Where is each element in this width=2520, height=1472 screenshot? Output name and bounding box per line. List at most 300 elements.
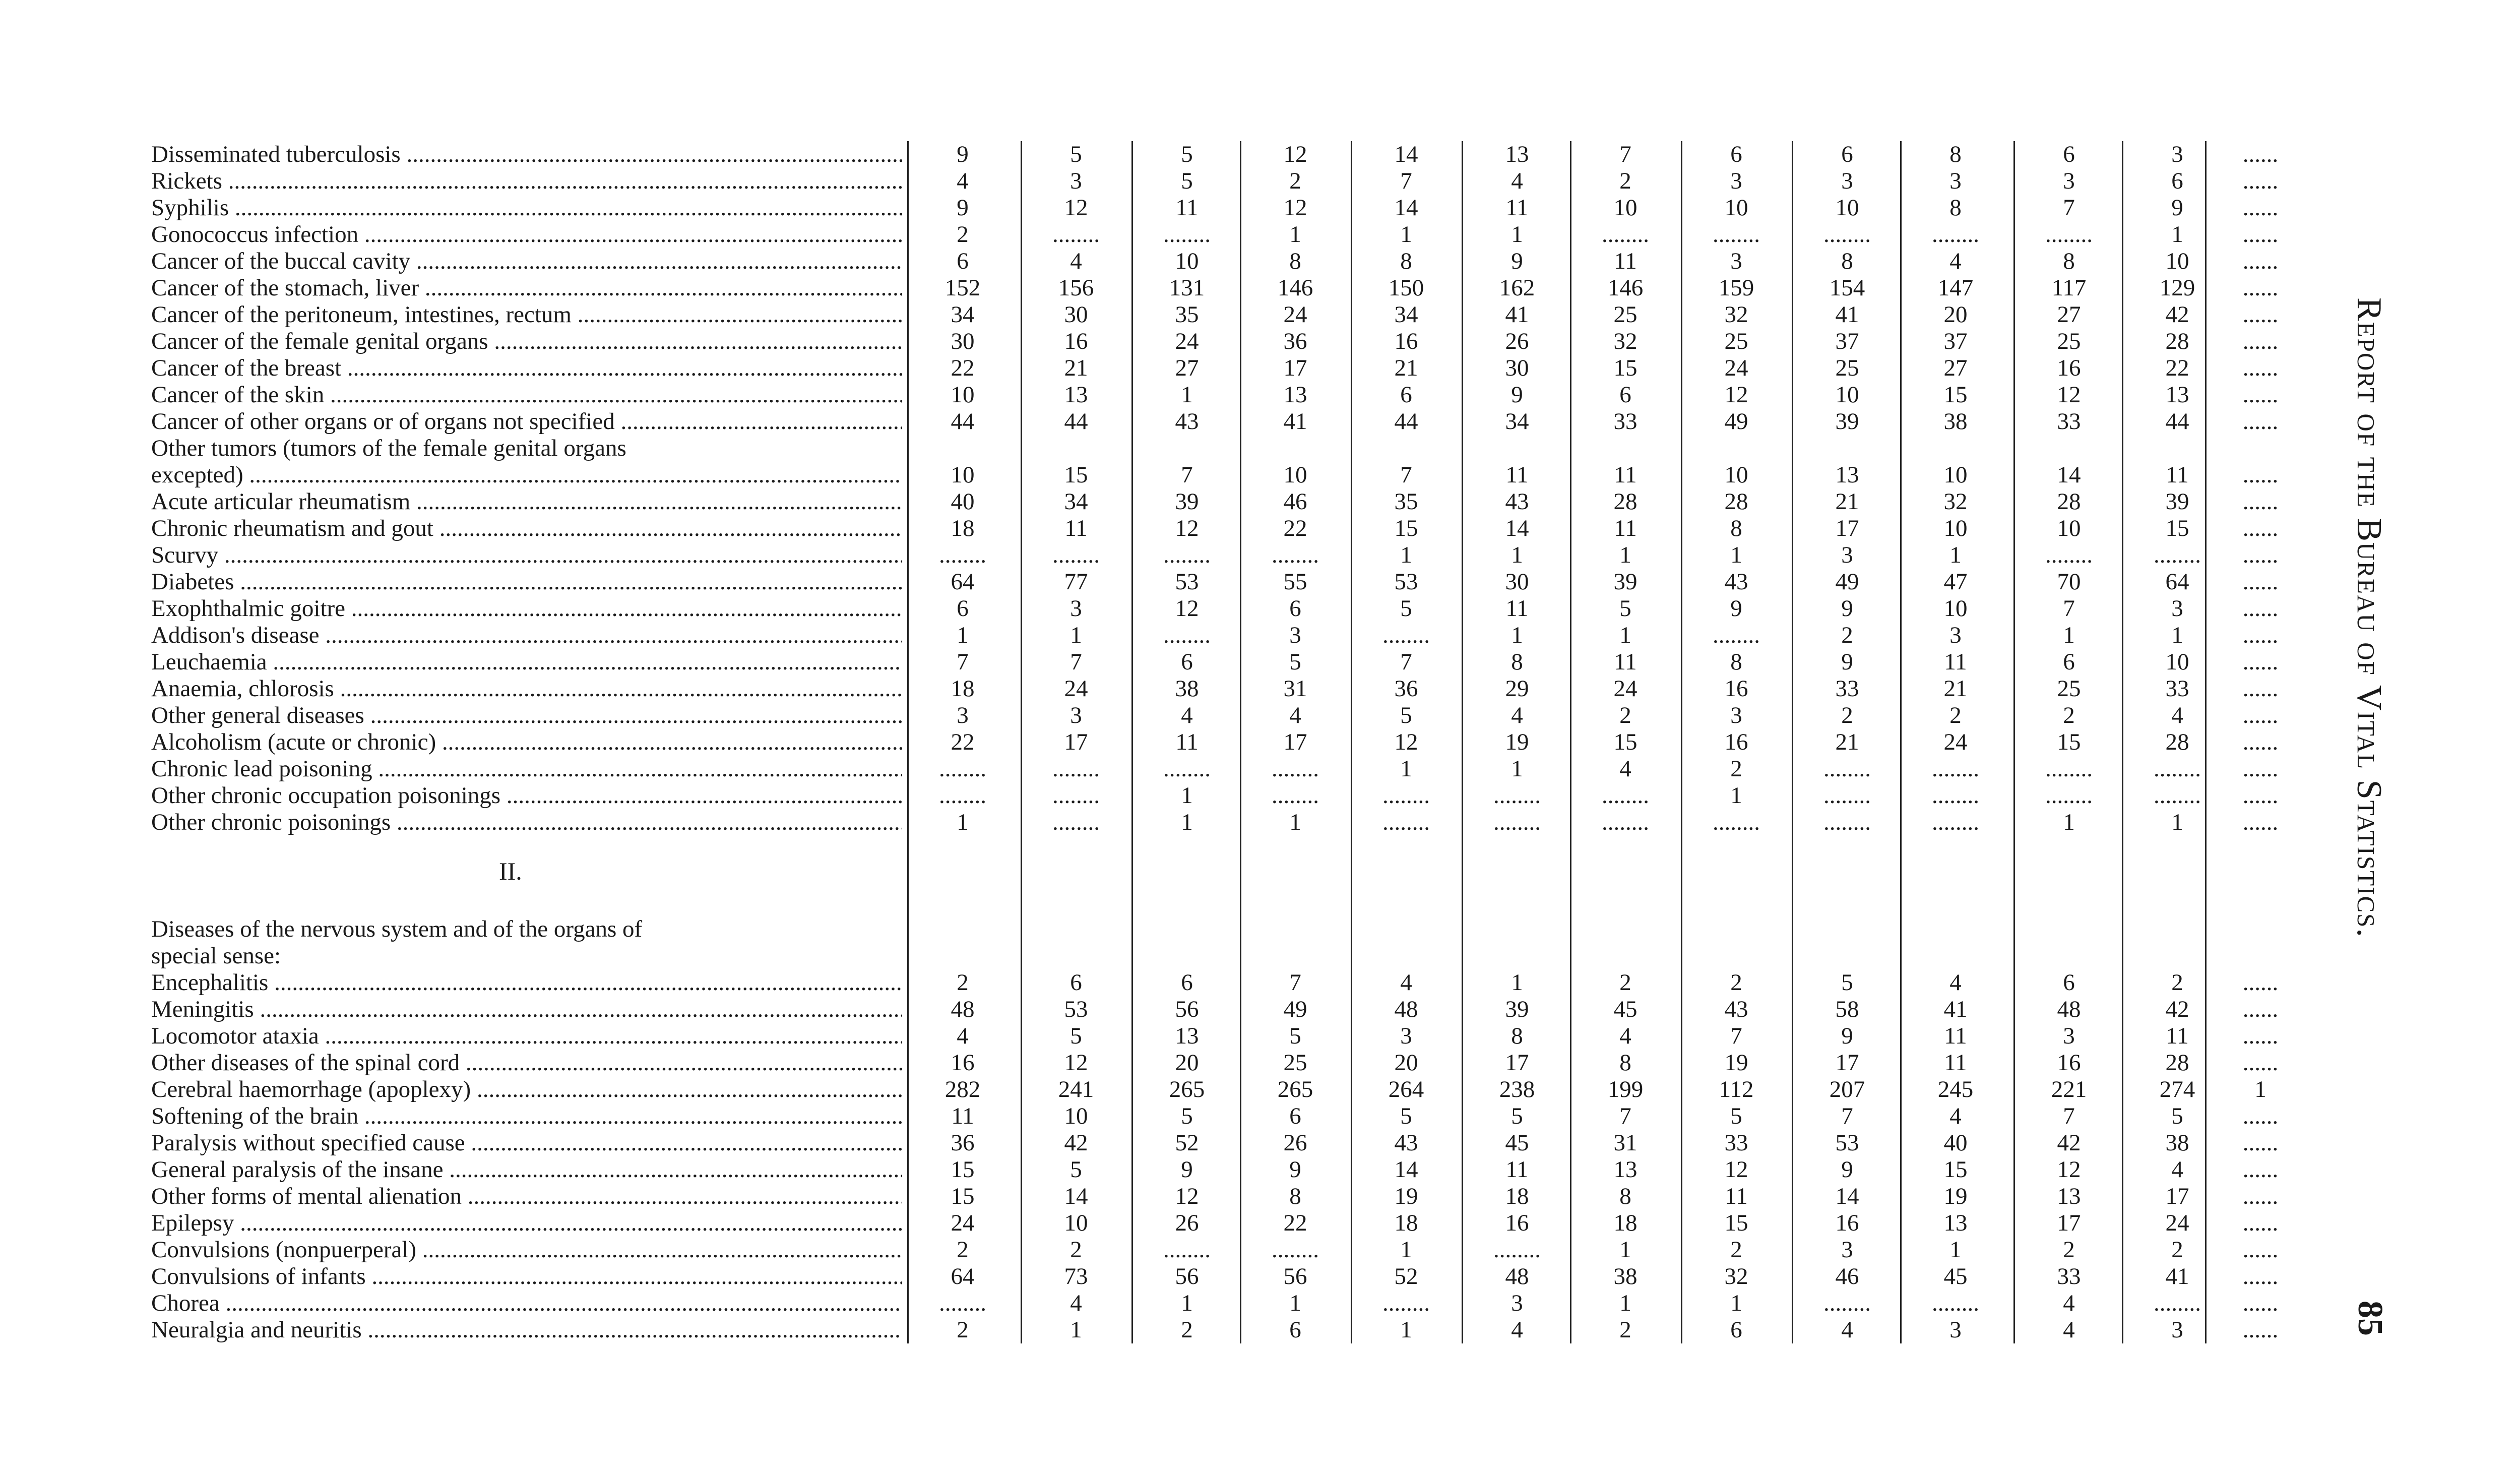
table-cell: ...... <box>2242 622 2279 648</box>
table-cell: 9 <box>1289 1156 1301 1183</box>
table-cell: 15 <box>2057 729 2081 755</box>
table-cell: ........ <box>1382 782 1430 809</box>
table-cell: 2 <box>1730 1237 1742 1263</box>
table-cell: 6 <box>2063 141 2075 167</box>
table-cell: 32 <box>1724 301 1748 328</box>
table-cell: 154 <box>1829 275 1865 301</box>
table-cell: 7 <box>2063 1103 2075 1129</box>
table-cell: 1 <box>1730 782 1742 809</box>
table-cell: 5 <box>1181 141 1193 167</box>
table-cell: 13 <box>1283 382 1307 408</box>
table-cell: ........ <box>1932 221 1979 248</box>
table-cell: ........ <box>1602 221 1649 248</box>
table-cell: 7 <box>1730 1023 1742 1049</box>
table-cell: 5 <box>1730 1103 1742 1129</box>
table-cell: 5 <box>1400 702 1412 728</box>
table-cell: ........ <box>1163 622 1211 648</box>
table-cell: ........ <box>1163 542 1211 568</box>
table-cell: ........ <box>1052 756 1100 782</box>
table-cell: 35 <box>1394 488 1418 515</box>
row-label: Cancer of the stomach, liver ..... <box>151 275 902 301</box>
table-cell: ...... <box>2242 595 2279 622</box>
table-cell: 33 <box>1613 408 1637 435</box>
table-cell: 10 <box>1064 1210 1088 1236</box>
table-cell: 13 <box>1943 1210 1968 1236</box>
table-cell: 2 <box>1619 969 1631 996</box>
table-cell: 22 <box>951 729 975 755</box>
row-label: Convulsions (nonpuerperal) ..... <box>151 1237 902 1263</box>
table-cell: 39 <box>1613 569 1637 595</box>
table-cell: 1 <box>1949 1237 1962 1263</box>
table-cell: ........ <box>2045 782 2093 809</box>
table-cell: 48 <box>2057 996 2081 1022</box>
table-cell: 12 <box>2057 382 2081 408</box>
table-cell: 47 <box>1943 569 1968 595</box>
table-cell: 11 <box>1175 729 1199 755</box>
table-cell: 1 <box>2063 622 2075 648</box>
table-cell: 33 <box>2165 676 2189 702</box>
table-cell: 2 <box>1730 756 1742 782</box>
table-cell: 28 <box>1724 488 1748 515</box>
table-cell: 6 <box>2063 969 2075 996</box>
table-cell: ........ <box>939 782 986 809</box>
table-cell: 16 <box>951 1050 975 1076</box>
table-cell: 13 <box>1613 1156 1637 1183</box>
table-cell: ........ <box>1713 809 1760 835</box>
table-cell: 6 <box>1070 969 1082 996</box>
table-cell: ...... <box>2242 141 2279 167</box>
table-cell: ........ <box>1272 542 1319 568</box>
table-cell: 5 <box>1400 595 1412 622</box>
table-cell: ...... <box>2242 1263 2279 1290</box>
table-cell: 55 <box>1283 569 1307 595</box>
table-cell: 12 <box>1175 1183 1199 1209</box>
table-cell: ........ <box>1493 782 1541 809</box>
row-label: Convulsions of infants ..... <box>151 1263 902 1290</box>
table-cell: ........ <box>1713 221 1760 248</box>
row-label: General paralysis of the insane ..... <box>151 1156 902 1183</box>
table-cell: 12 <box>1724 1156 1748 1183</box>
table-cell: 10 <box>1613 195 1637 221</box>
table-cell: 13 <box>1175 1023 1199 1049</box>
table-cell: 17 <box>1835 515 1859 541</box>
table-cell: 25 <box>1724 328 1748 354</box>
table-cell: 40 <box>1943 1130 1968 1156</box>
table-cell: 15 <box>1613 355 1637 381</box>
table-cell: 15 <box>2165 515 2189 541</box>
table-cell: 20 <box>1175 1050 1199 1076</box>
table-cell: ...... <box>2242 1317 2279 1343</box>
table-cell: 27 <box>2057 301 2081 328</box>
table-cell: 1 <box>1400 542 1412 568</box>
table-cell: 11 <box>1944 1023 1967 1049</box>
table-cell: 43 <box>1724 569 1748 595</box>
row-label: Chronic lead poisoning ..... <box>151 756 902 782</box>
table-cell: 19 <box>1394 1183 1418 1209</box>
table-cell: 8 <box>1511 1023 1523 1049</box>
table-cell: 24 <box>2165 1210 2189 1236</box>
row-label: Locomotor ataxia ..... <box>151 1023 902 1050</box>
table-cell: 10 <box>2057 515 2081 541</box>
table-cell: 117 <box>2051 275 2087 301</box>
table-cell: 5 <box>1400 1103 1412 1129</box>
row-label: Cancer of the buccal cavity ..... <box>151 248 902 275</box>
table-cell: 1 <box>1289 809 1301 835</box>
table-cell: 2 <box>957 221 969 248</box>
table-cell: 41 <box>1835 301 1859 328</box>
table-cell: 24 <box>1724 355 1748 381</box>
table-cell: 43 <box>1175 408 1199 435</box>
table-cell: 46 <box>1283 488 1307 515</box>
table-cell: 1 <box>957 809 969 835</box>
table-cell: 1 <box>1181 1290 1193 1316</box>
table-cell: 24 <box>1175 328 1199 354</box>
table-cell: 18 <box>1505 1183 1529 1209</box>
table-cell: 22 <box>1283 1210 1307 1236</box>
table-cell: ........ <box>939 756 986 782</box>
table-cell: ........ <box>1602 809 1649 835</box>
table-cell: 207 <box>1829 1076 1865 1102</box>
table-cell: 4 <box>957 1023 969 1049</box>
table-cell: 1 <box>1400 1237 1412 1263</box>
table-cell: ........ <box>1382 622 1430 648</box>
table-cell: 3 <box>1070 702 1082 728</box>
table-cell: 48 <box>1394 996 1418 1022</box>
table-cell: 30 <box>951 328 975 354</box>
table-cell: 4 <box>1619 1023 1631 1049</box>
table-cell: 1 <box>1619 542 1631 568</box>
table-cell: 7 <box>1619 1103 1631 1129</box>
row-label: Other forms of mental alienation ..... <box>151 1183 902 1210</box>
table-cell: 221 <box>2051 1076 2087 1102</box>
table-cell: 1 <box>1949 542 1962 568</box>
table-cell: 9 <box>1841 1023 1853 1049</box>
table-cell: 36 <box>951 1130 975 1156</box>
table-cell: 15 <box>1613 729 1637 755</box>
table-cell: 25 <box>2057 328 2081 354</box>
table-cell: 15 <box>1724 1210 1748 1236</box>
table-cell: 7 <box>1400 462 1412 488</box>
row-label: Gonococcus infection ..... <box>151 221 902 248</box>
table-cell: 6 <box>1730 141 1742 167</box>
table-cell: 2 <box>2063 1237 2075 1263</box>
table-cell: 41 <box>1283 408 1307 435</box>
table-cell: ...... <box>2242 676 2279 702</box>
table-cell: 27 <box>1175 355 1199 381</box>
column-rule <box>2013 141 2015 1343</box>
table-cell: 48 <box>951 996 975 1022</box>
table-cell: ........ <box>1163 1237 1211 1263</box>
row-label: Cancer of the peritoneum, intestines, rectum ..... <box>151 301 902 328</box>
table-cell: 32 <box>1724 1263 1748 1290</box>
table-cell: 10 <box>1724 462 1748 488</box>
table-cell: 3 <box>1949 1317 1962 1343</box>
table-cell: 2 <box>1181 1317 1193 1343</box>
table-cell: 1 <box>1181 382 1193 408</box>
table-cell: 4 <box>2171 702 2183 728</box>
table-cell: 1 <box>1400 756 1412 782</box>
column-rule <box>1681 141 1682 1343</box>
column-rule <box>2122 141 2123 1343</box>
table-cell: ........ <box>1602 782 1649 809</box>
table-cell: 12 <box>1283 195 1307 221</box>
table-cell: ........ <box>1932 809 1979 835</box>
table-cell: 1 <box>1730 542 1742 568</box>
table-cell: 2 <box>1841 702 1853 728</box>
table-cell: 5 <box>1619 595 1631 622</box>
table-cell: ........ <box>2154 1290 2201 1316</box>
table-cell: 17 <box>2057 1210 2081 1236</box>
table-cell: 11 <box>1614 462 1637 488</box>
table-cell: 1 <box>1511 622 1523 648</box>
table-cell: 1 <box>2171 809 2183 835</box>
table-cell: 8 <box>1511 649 1523 675</box>
table-cell: 1 <box>1181 809 1193 835</box>
table-cell: 1 <box>957 622 969 648</box>
table-cell: 11 <box>1505 195 1529 221</box>
table-cell: 4 <box>1070 1290 1082 1316</box>
table-cell: 31 <box>1283 676 1307 702</box>
row-label: Cancer of the skin ..... <box>151 382 902 408</box>
table-cell: ...... <box>2242 328 2279 354</box>
table-cell: 11 <box>1944 649 1967 675</box>
row-label: Cancer of the female genital organs ..... <box>151 328 902 355</box>
table-cell: 9 <box>2171 195 2183 221</box>
table-cell: 11 <box>2166 462 2189 488</box>
table-cell: 70 <box>2057 569 2081 595</box>
table-cell: ........ <box>2154 782 2201 809</box>
table-cell: 64 <box>2165 569 2189 595</box>
row-label: Cancer of other organs or of organs not specified ..... <box>151 408 902 435</box>
table-cell: 6 <box>1289 1317 1301 1343</box>
table-cell: 22 <box>2165 355 2189 381</box>
table-cell: 37 <box>1835 328 1859 354</box>
table-cell: ........ <box>1272 782 1319 809</box>
table-cell: 3 <box>1841 542 1853 568</box>
table-cell: 5 <box>1070 1156 1082 1183</box>
table-cell: 20 <box>1943 301 1968 328</box>
table-cell: 14 <box>1394 1156 1418 1183</box>
table-cell: 10 <box>1835 382 1859 408</box>
table-cell: 9 <box>1841 1156 1853 1183</box>
table-cell: 42 <box>2165 996 2189 1022</box>
table-cell: ........ <box>1052 542 1100 568</box>
table-cell: ...... <box>2242 355 2279 381</box>
table-cell: 17 <box>1283 355 1307 381</box>
table-cell: 56 <box>1175 996 1199 1022</box>
table-cell: 6 <box>1619 382 1631 408</box>
table-cell: 265 <box>1169 1076 1205 1102</box>
table-cell: 34 <box>1064 488 1088 515</box>
table-cell: 3 <box>1070 168 1082 194</box>
table-cell: 7 <box>1400 649 1412 675</box>
table-cell: 3 <box>1730 248 1742 274</box>
table-cell: 11 <box>1614 515 1637 541</box>
table-cell: ........ <box>2154 756 2201 782</box>
table-cell: 9 <box>957 195 969 221</box>
table-cell: 1 <box>1730 1290 1742 1316</box>
table-cell: 56 <box>1283 1263 1307 1290</box>
table-cell: 26 <box>1175 1210 1199 1236</box>
table-cell: 152 <box>944 275 981 301</box>
table-cell: 8 <box>1949 141 1962 167</box>
table-cell: ...... <box>2242 782 2279 809</box>
table-cell: 159 <box>1718 275 1754 301</box>
table-cell: 13 <box>2057 1183 2081 1209</box>
row-label: Addison's disease ..... <box>151 622 902 649</box>
table-cell: 4 <box>957 168 969 194</box>
table-cell: 146 <box>1277 275 1313 301</box>
table-cell: 42 <box>1064 1130 1088 1156</box>
table-cell: 13 <box>1835 462 1859 488</box>
row-label: Acute articular rheumatism ..... <box>151 488 902 515</box>
table-cell: 33 <box>1724 1130 1748 1156</box>
table-cell: 7 <box>2063 595 2075 622</box>
table-cell: 12 <box>1283 141 1307 167</box>
table-cell: 33 <box>2057 1263 2081 1290</box>
table-cell: 3 <box>2063 168 2075 194</box>
table-cell: 2 <box>1949 702 1962 728</box>
table-cell: 16 <box>1064 328 1088 354</box>
table-cell: 19 <box>1505 729 1529 755</box>
table-cell: ...... <box>2242 408 2279 435</box>
column-rule <box>2205 141 2207 1343</box>
table-cell: ........ <box>1823 756 1871 782</box>
table-cell: 28 <box>2165 1050 2189 1076</box>
table-cell: 6 <box>2171 168 2183 194</box>
table-cell: 34 <box>1505 408 1529 435</box>
table-cell: 5 <box>1181 168 1193 194</box>
table-cell: 44 <box>951 408 975 435</box>
table-cell: ...... <box>2242 248 2279 274</box>
table-cell: 3 <box>2171 1317 2183 1343</box>
table-cell: ........ <box>1823 221 1871 248</box>
table-cell: 1 <box>1289 221 1301 248</box>
table-cell: 4 <box>2063 1290 2075 1316</box>
table-cell: 22 <box>1283 515 1307 541</box>
table-cell: ........ <box>1163 221 1211 248</box>
table-cell: ........ <box>2045 542 2093 568</box>
table-cell: 1 <box>2254 1076 2266 1102</box>
table-cell: ...... <box>2242 301 2279 328</box>
table-cell: 10 <box>2165 649 2189 675</box>
table-cell: 264 <box>1388 1076 1424 1102</box>
table-cell: 6 <box>1841 141 1853 167</box>
table-cell: 3 <box>2171 595 2183 622</box>
table-cell: 41 <box>1943 996 1968 1022</box>
table-cell: 7 <box>1181 462 1193 488</box>
table-cell: 36 <box>1394 676 1418 702</box>
column-rule <box>1792 141 1793 1343</box>
table-cell: 2 <box>1289 168 1301 194</box>
table-cell: 6 <box>1181 649 1193 675</box>
table-cell: 17 <box>2165 1183 2189 1209</box>
table-cell: 6 <box>957 595 969 622</box>
table-cell: ........ <box>1823 782 1871 809</box>
table-cell: 21 <box>1943 676 1968 702</box>
table-cell: 4 <box>1181 702 1193 728</box>
table-cell: ...... <box>2242 1023 2279 1049</box>
table-cell: 6 <box>1730 1317 1742 1343</box>
table-cell: 1 <box>1070 1317 1082 1343</box>
table-cell: ........ <box>2154 542 2201 568</box>
table-cell: 44 <box>2165 408 2189 435</box>
table-cell: ...... <box>2242 1210 2279 1236</box>
table-cell: 4 <box>1070 248 1082 274</box>
table-cell: 9 <box>957 141 969 167</box>
table-cell: 3 <box>1400 1023 1412 1049</box>
table-cell: 12 <box>1175 515 1199 541</box>
table-cell: 25 <box>1835 355 1859 381</box>
table-cell: 33 <box>2057 408 2081 435</box>
table-cell: 28 <box>1613 488 1637 515</box>
table-cell: 44 <box>1064 408 1088 435</box>
row-label: Leuchaemia ..... <box>151 649 902 676</box>
table-cell: 14 <box>2057 462 2081 488</box>
table-cell: 5 <box>1511 1103 1523 1129</box>
table-cell: 19 <box>1943 1183 1968 1209</box>
table-cell: 3 <box>1841 1237 1853 1263</box>
table-cell: 48 <box>1505 1263 1529 1290</box>
table-cell: 1 <box>2063 809 2075 835</box>
table-cell: ...... <box>2242 569 2279 595</box>
table-cell: 38 <box>1613 1263 1637 1290</box>
row-label: Scurvy ..... <box>151 542 902 569</box>
table-cell: ...... <box>2242 515 2279 541</box>
table-cell: 3 <box>1841 168 1853 194</box>
table-cell: 53 <box>1394 569 1418 595</box>
table-cell: 6 <box>957 248 969 274</box>
table-cell: 7 <box>1841 1103 1853 1129</box>
table-cell: 9 <box>1511 382 1523 408</box>
table-cell: 3 <box>1730 702 1742 728</box>
table-cell: 12 <box>1064 1050 1088 1076</box>
table-cell: ...... <box>2242 462 2279 488</box>
table-cell: 46 <box>1835 1263 1859 1290</box>
row-label: Anaemia, chlorosis ..... <box>151 676 902 702</box>
table-cell: 2 <box>1070 1237 1082 1263</box>
table-cell: ........ <box>939 542 986 568</box>
table-cell: 40 <box>951 488 975 515</box>
table-cell: 20 <box>1394 1050 1418 1076</box>
row-label: Disseminated tuberculosis ..... <box>151 141 902 168</box>
table-cell: 34 <box>951 301 975 328</box>
table-cell: 38 <box>1943 408 1968 435</box>
row-label: Other tumors (tumors of the female genital organs <box>151 435 626 461</box>
table-cell: 5 <box>1070 141 1082 167</box>
table-cell: 10 <box>951 462 975 488</box>
table-cell: ...... <box>2242 969 2279 996</box>
table-cell: ........ <box>1163 756 1211 782</box>
table-cell: 49 <box>1835 569 1859 595</box>
row-label: Other chronic occupation poisonings ..... <box>151 782 902 809</box>
table-cell: 42 <box>2057 1130 2081 1156</box>
table-cell: 1 <box>1511 756 1523 782</box>
table-cell: 18 <box>951 676 975 702</box>
table-cell: 3 <box>1949 622 1962 648</box>
table-cell: 4 <box>2171 1156 2183 1183</box>
table-cell: 53 <box>1175 569 1199 595</box>
row-label: Cancer of the breast ..... <box>151 355 902 382</box>
table-cell: 2 <box>2171 969 2183 996</box>
table-cell: 3 <box>957 702 969 728</box>
table-cell: 15 <box>1064 462 1088 488</box>
table-cell: 16 <box>1724 729 1748 755</box>
table-cell: 11 <box>951 1103 974 1129</box>
table-cell: 13 <box>2165 382 2189 408</box>
table-cell: 42 <box>2165 301 2189 328</box>
table-cell: 77 <box>1064 569 1088 595</box>
